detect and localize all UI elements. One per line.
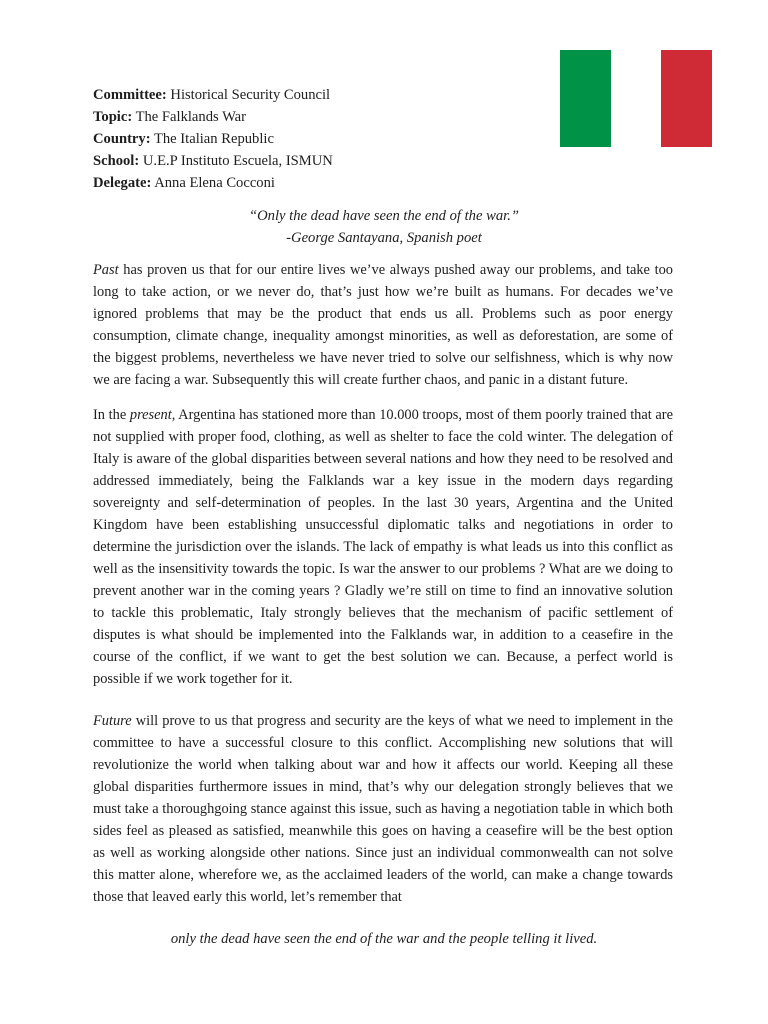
- paragraph-future-text: will prove to us that progress and security are the keys of what we need to implement in the committee to have a successful closure to this conflict. Accomplishing new solutions that will revolutionize the world when talking about war and how it affects our world. Keeping all these global disparities furthermore issues in mind, that’s why our delegation strongly believes that we must take a thoroughgoing stance against this issue, such as having a negotiation table in which both sides feel as pleased as satisfied, meanwhile this goes on having a ceasefire will be the best option as well as working alongside other nations. Since just an individual commonwealth can not solve this matter alone, wherefore we, as the acclaimed leaders of the world, can make a change towards those that leaved early this world, let’s remember that: [93, 713, 673, 905]
- country-value: The Italian Republic: [153, 131, 274, 147]
- paragraph-past-text: has proven us that for our entire lives we’ve always pushed away our problems, and take too long to take action, or we never do, that’s just how we’re built as humans. For decades we’ve ignored problems that may be the product that ends us all. Problems such as poor energy consumption, climate change, inequality amongst minorities, as well as deforestation, are some of the biggest problems, nevertheless we have never tried to solve our selfishness, which is why now we are facing a war. Subsequently this will create further chaos, and panic in a distant future.: [93, 262, 673, 388]
- delegate-row: [93, 172, 333, 194]
- school-row: [93, 150, 333, 172]
- topic-row: [93, 106, 333, 128]
- paragraph-present: [93, 404, 673, 690]
- school-value: U.E.P Instituto Escuela, ISMUN: [142, 153, 333, 169]
- paragraph-past-lead: Past: [93, 262, 119, 278]
- flag-red-band: [661, 50, 712, 147]
- epigraph-text: “Only the dead have seen the end of the war.”: [249, 208, 519, 224]
- paragraph-future-lead: Future: [93, 713, 132, 729]
- epigraph-attribution: -George Santayana, Spanish poet: [286, 230, 482, 246]
- paragraph-present-text: , Argentina has stationed more than 10.000 troops, most of them poorly trained that are not supplied with proper food, clothing, as well as shelter to face the cold winter. The delegation of Italy is aware of the global disparities between several nations and how they need to be resolved and addressed immediately, being the Falklands war a key issue in the modern days regarding sovereignty and self-determination of peoples. In the last 30 years, Argentina and the United Kingdom have been establishing unsuccessful diplomatic talks and negotiations in order to determine the jurisdiction over the islands. The lack of empathy is what leads us into this conflict as well as the insensitivity towards the topic. Is war the answer to our problems ? What are we doing to prevent another war in the coming years ? Gladly we’re still on time to find an innovative solution to tackle this problematic, Italy strongly believes that the mechanism of pacific settlement of disputes is what should be implemented into the Falklands war, in addition to a ceasefire in the course of the conflict, if we want to get the best solution we can. Because, a perfect world is possible if we work together for it.: [93, 407, 673, 687]
- epigraph: [0, 205, 768, 249]
- committee-label: Committee:: [93, 87, 167, 103]
- school-label: School:: [93, 153, 140, 169]
- country-row: [93, 128, 333, 150]
- flag-white-band: [611, 50, 662, 147]
- topic-value: The Falklands War: [135, 109, 247, 125]
- paragraph-present-prefix: In the: [93, 407, 130, 423]
- flag-green-band: [560, 50, 611, 147]
- committee-row: [93, 84, 333, 106]
- paragraph-future: [93, 710, 673, 908]
- delegate-label: Delegate:: [93, 175, 152, 191]
- paragraph-present-lead: present: [129, 407, 172, 423]
- document-header: [93, 84, 333, 194]
- country-label: Country:: [93, 131, 151, 147]
- delegate-value: Anna Elena Cocconi: [154, 175, 275, 191]
- closing-line: only the dead have seen the end of the war and the people telling it lived.: [170, 931, 598, 947]
- topic-label: Topic:: [93, 109, 133, 125]
- paragraph-past: [93, 259, 673, 391]
- committee-value: Historical Security Council: [170, 87, 331, 103]
- italian-flag: [560, 50, 712, 147]
